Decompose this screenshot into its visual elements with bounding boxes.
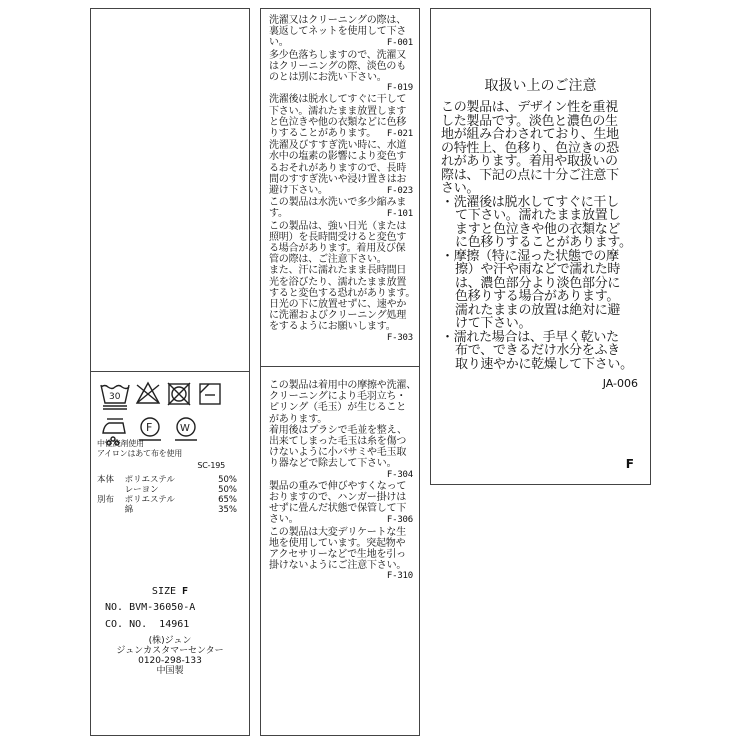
notice-line: すると変色する恐れがあります。 [269, 287, 416, 299]
divider [261, 366, 419, 367]
notice-block-bottom [269, 380, 416, 583]
instruction-line: 中性洗剤使用 [97, 439, 144, 448]
notice-line: り器などで除去して下さい。 [269, 458, 397, 470]
notice-line: るおそれがありますので、長時 [269, 162, 406, 174]
notice-line: のとは別にお洗い下さい。 [269, 72, 387, 84]
notice-code: F-303 [386, 332, 413, 343]
notice-line: 多少色落ちしますので、洗濯又 [269, 49, 406, 61]
svg-text:F: F [146, 421, 153, 434]
notice-line: い。 [269, 37, 289, 49]
bullet-line: ・摩擦（特に湿った状態での摩 [441, 248, 619, 264]
bullet-line: ますと色泣きや他の衣類など [455, 221, 621, 237]
size: SIZE F [151, 586, 189, 597]
table-row: レーヨン 50% [124, 485, 237, 495]
notice-line: また、汗に濡れたまま長時間日 [269, 265, 407, 277]
notice-line: おりますので、ハンガー掛けは [269, 492, 406, 504]
size-mark: F [625, 457, 634, 471]
notice-code: F-023 [386, 186, 413, 197]
notice-line-with-code [269, 128, 413, 140]
bullet-line: に色移りすることがあります。 [455, 235, 632, 250]
co-number: CO. NO. 14961 [105, 619, 190, 630]
notice-code: F-021 [386, 129, 413, 140]
svg-text:30: 30 [109, 392, 121, 402]
notice-line: る場合があります。着用及び保 [269, 243, 406, 255]
care-label-left [90, 8, 250, 736]
notice-line: 下さい。濡れたまま放置します [269, 105, 407, 117]
bullet-line: は、濃色部分より淡色部分に [455, 275, 621, 291]
notice-line: 地を使用しています。突起物や [269, 537, 406, 549]
caution-code: JA-006 [602, 377, 638, 390]
no-bleach-icon [137, 383, 159, 403]
svg-text:W: W [180, 423, 190, 434]
notice-line: 出来てしまった毛玉は糸を傷つ [269, 436, 407, 448]
notice-line: せずに畳んだ状態で保管して下 [269, 503, 407, 515]
caution-body [441, 101, 644, 371]
notice-line: 光を浴びたり、濡れたまま放置 [269, 276, 407, 288]
table-row: 綿 35% [124, 505, 237, 515]
line-dry-shade-icon [200, 384, 220, 404]
bullet-line: て下さい。濡れたまま放置し [455, 208, 621, 223]
notice-line: 日光の下に放置せずに、速やか [269, 299, 407, 311]
notice-line: 製品の重みで伸びやすくなって [269, 480, 407, 492]
notice-line-with-code [269, 185, 413, 197]
intro-line: の特性上、色移り、色泣きの恐 [441, 140, 619, 156]
care-instructions [97, 439, 243, 471]
company: (株)ジュン [148, 636, 192, 646]
phone: 0120-298-133 [138, 656, 202, 666]
notice-line: と色泣きや他の衣類などに色移 [269, 116, 407, 128]
bullet-line: ・洗濯後は脱水してすぐに干し [441, 194, 619, 210]
bullet-line: 布で、できるだけ水分をふき [455, 343, 620, 358]
notice-line: 水中の塩素の影響により変色す [269, 151, 407, 163]
customer-center: ジュンカスタマーセンター [116, 646, 224, 656]
instruction-line: アイロンはあて布を使用 [97, 449, 183, 458]
bullet-line: 擦）や汗や雨などで濡れた時 [455, 262, 621, 277]
notice-code: F-019 [386, 83, 413, 94]
intro-line: この製品は、デザイン性を重視 [441, 100, 618, 115]
no-tumble-dry-icon [168, 383, 190, 405]
table-row: 別布 ポリエステル 65% [97, 495, 237, 505]
notice-line: 洗濯又はクリーニングの際は、 [269, 15, 406, 26]
notice-line: 間のすすぎ洗いや浸け置きはお [269, 173, 407, 185]
intro-line: 地が組み合わされており、生地 [441, 127, 619, 142]
care-label-middle [260, 8, 420, 736]
notice-line-with-code [269, 37, 413, 49]
notice-line: この製品は着用中の摩擦や洗濯、 [269, 380, 416, 391]
care-label-right [430, 8, 651, 485]
notice-line: 避け下さい。 [269, 185, 328, 197]
notice-line: りすることがあります。 [269, 128, 376, 140]
notice-code: F-304 [386, 469, 413, 480]
notice-line: 着用後はブラシで毛並を整え、 [269, 424, 407, 436]
notice-line: さい。 [269, 514, 299, 526]
notice-code: F-101 [386, 209, 413, 220]
notice-line: 裏返してネットを使用して下さ [269, 26, 407, 38]
table-row: 本体 ポリエステル 50% [97, 475, 237, 485]
notice-code: F-310 [386, 571, 413, 582]
intro-line: さい。 [441, 181, 480, 196]
notice-line: 掛けないようにご注意下さい。 [269, 560, 407, 572]
notice-line: ピリング（毛玉）が生じること [269, 402, 406, 414]
dry-clean-f-icon [139, 418, 161, 440]
product-number: NO. BVM-36050-A [105, 602, 196, 613]
notice-line: 照明）を長時間受けると変色す [269, 231, 407, 243]
wet-clean-w-icon [175, 418, 197, 440]
notice-code: F-001 [386, 38, 413, 49]
notice-line: があります。 [269, 413, 327, 425]
bullet-line: 色移りする場合があります。 [455, 289, 620, 304]
notice-line: この製品は大変デリケートな生 [269, 526, 406, 538]
notice-line: 洗濯後は脱水してすぐに干して [269, 94, 407, 106]
notice-line: 洗濯及びすすぎ洗い時に、水道 [269, 140, 407, 152]
intro-line: 際は、下記の点に十分ご注意下 [441, 167, 619, 183]
notice-line: はクリーニングの際、淡色のも [269, 60, 406, 72]
notice-line-with-code [269, 514, 413, 526]
composition-table [97, 475, 237, 515]
notice-line: クリーニングにより毛羽立ち・ [269, 391, 406, 403]
intro-line: れがあります。着用や取扱いの [441, 154, 618, 169]
bullet-line: けて下さい。 [455, 316, 532, 331]
bullet-line: 取り速やかに乾燥して下さい。 [455, 356, 633, 372]
notice-code: F-306 [386, 515, 413, 526]
notice-line: アクセサリーなどで生地を引っ [269, 549, 406, 561]
symbol-code: SC-195 [197, 461, 225, 470]
notice-line: この製品は、強い日光（または [269, 220, 407, 232]
divider [91, 371, 249, 372]
notice-block-top [269, 15, 416, 344]
notice-line: この製品は水洗いで多少縮みま [269, 197, 407, 209]
caution-title: 取扱い上のご注意 [484, 78, 597, 94]
notice-line: けないように小バサミや毛玉取 [269, 447, 407, 459]
notice-line-with-code [269, 208, 413, 220]
wash-30-icon [101, 385, 129, 409]
notice-line: をするようにお願いします。 [269, 321, 396, 333]
bullet-line: 濡れたままの放置は絶対に避 [455, 302, 621, 318]
notice-line: す。 [269, 208, 288, 220]
notice-line: に洗濯およびクリーニング処理 [269, 310, 406, 322]
intro-line: した製品です。淡色と濃色の生 [441, 113, 618, 129]
origin: 中国製 [156, 666, 184, 676]
notice-line: 管の際は、ご注意下さい。 [269, 254, 387, 266]
bullet-line: ・濡れた場合は、手早く乾いた [441, 329, 619, 345]
